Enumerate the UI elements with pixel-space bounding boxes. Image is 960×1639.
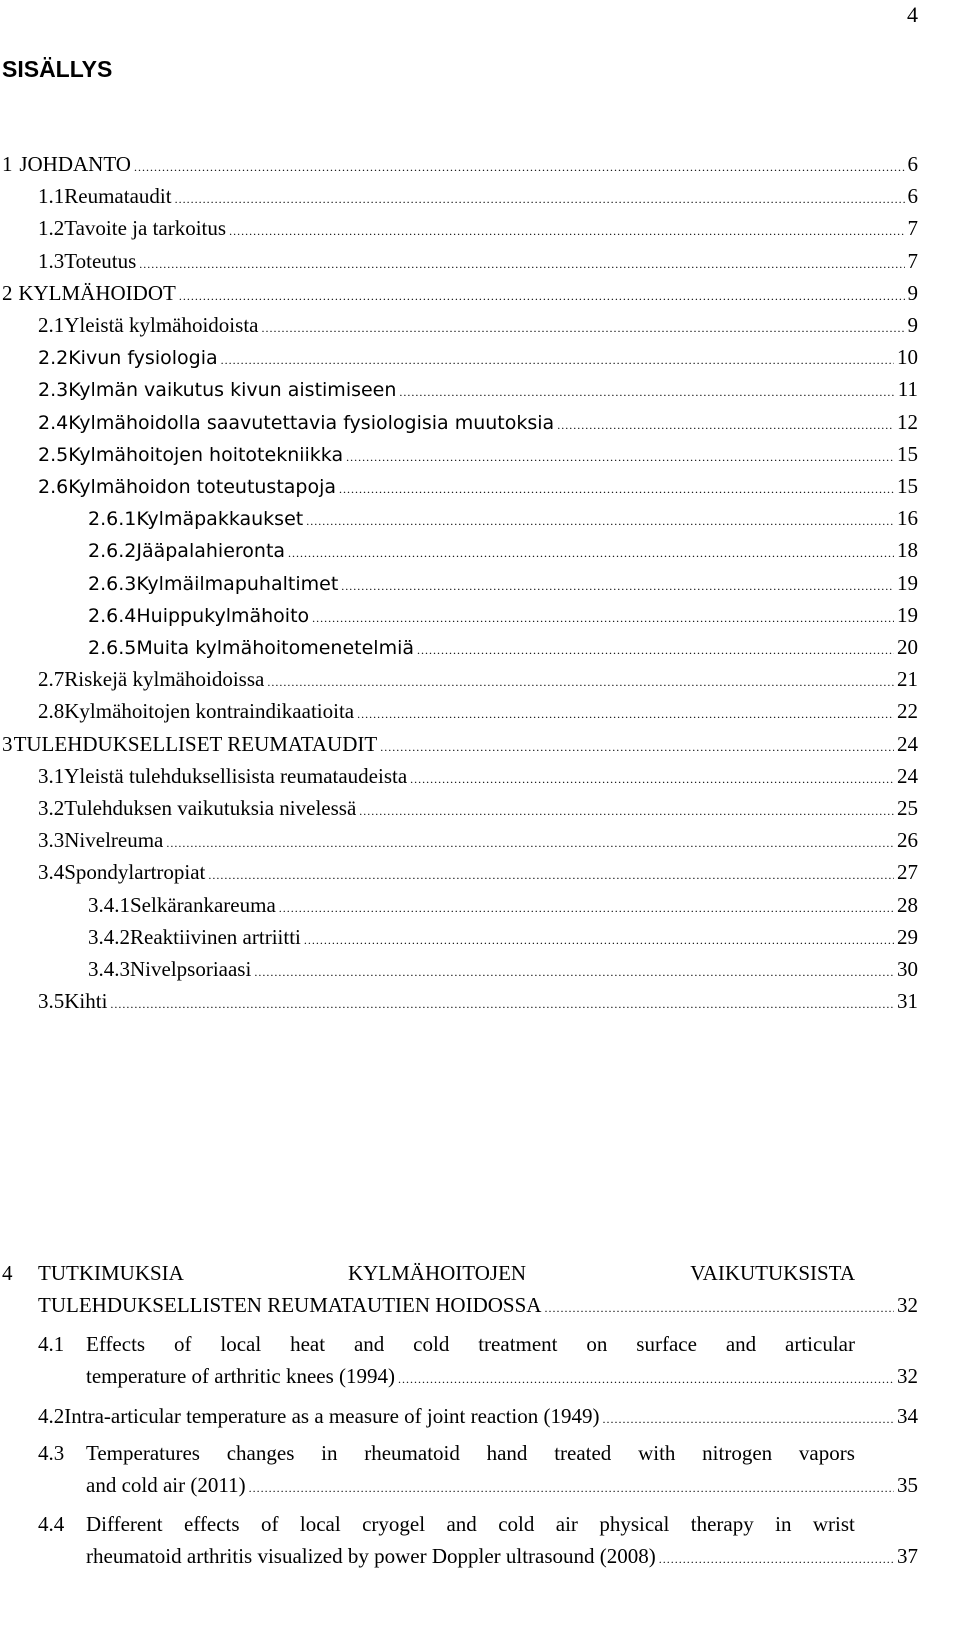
entry-number: 3.4.2 [88, 924, 130, 949]
leader-dots [359, 795, 894, 827]
entry-word: of [173, 1332, 192, 1356]
entry-word: rheumatoid [364, 1441, 460, 1465]
leader-dots [346, 441, 894, 473]
toc-entry[interactable] [38, 341, 918, 373]
entry-label: Kylmähoidon toteutustapoja [68, 476, 337, 498]
entry-label-line1 [86, 1508, 855, 1540]
entry-page: 32 [897, 1364, 918, 1388]
entry-word: and [725, 1332, 757, 1356]
entry-number: 2.6.3 [88, 572, 137, 595]
entry-number: 1.2 [38, 216, 65, 241]
entry-number: 2.6 [38, 476, 69, 498]
entry-word: treatment [478, 1332, 558, 1356]
leader-dots [175, 183, 905, 215]
entry-label: Muita kylmähoitomenetelmiä [136, 637, 415, 659]
entry-label-line2 [86, 1360, 918, 1395]
entry-number: 1 [2, 152, 13, 176]
entry-word: on [586, 1332, 608, 1356]
entry-page: 15 [897, 441, 918, 466]
toc-entry[interactable] [38, 212, 918, 244]
page-number: 4 [907, 2, 918, 27]
entry-number: 4.4 [38, 1512, 65, 1536]
toc-entry-wrapped[interactable] [2, 1257, 918, 1324]
entry-page: 9 [907, 280, 918, 305]
leader-dots [208, 859, 894, 891]
entry-label-line2 [86, 1540, 918, 1575]
leader-dots [417, 634, 894, 666]
entry-word: in [321, 1441, 338, 1465]
entry-label: and cold air (2011) [86, 1473, 246, 1497]
entry-number: 2.6.5 [88, 637, 137, 659]
entry-page: 25 [897, 796, 918, 820]
entry-page: 21 [897, 667, 918, 692]
entry-number: 2 [2, 280, 13, 305]
toc-title: SISÄLLYS [2, 56, 113, 82]
entry-word: local [220, 1332, 262, 1356]
entry-number: 2.7 [38, 667, 65, 692]
entry-label: Kylmäpakkaukset [136, 508, 304, 531]
leader-dots [399, 376, 894, 408]
toc-entry[interactable] [38, 373, 918, 405]
leader-dots [557, 409, 894, 441]
leader-dots [267, 666, 894, 698]
toc-entry[interactable] [38, 663, 918, 695]
entry-label-line1 [38, 1257, 855, 1289]
entry-page: 19 [897, 570, 918, 595]
toc-entry-wrapped[interactable] [38, 1508, 918, 1575]
entry-word: and [446, 1512, 477, 1536]
entry-word: treated [554, 1441, 612, 1465]
entry-label: Nivelpsoriaasi [130, 957, 252, 981]
toc-entry[interactable] [38, 180, 918, 212]
entry-label: Kylmähoidolla saavutettavia fysiologisia muutoksia [68, 411, 555, 434]
entry-word: and [353, 1332, 385, 1356]
leader-dots [339, 473, 894, 505]
toc-entry[interactable] [38, 438, 918, 470]
entry-word: surface [636, 1332, 697, 1356]
entry-number: 4.1 [38, 1332, 65, 1356]
entry-label: Yleistä kylmähoidoista [64, 313, 259, 337]
entry-label: Kylmäilmapuhaltimet [136, 572, 339, 595]
entry-label: Reaktiivinen artriitti [130, 924, 301, 949]
toc-entry[interactable] [88, 889, 918, 921]
entry-number: 2.4 [38, 411, 69, 434]
entry-page: 37 [897, 1544, 918, 1568]
entry-number: 3.1 [38, 763, 65, 788]
entry-label-line1 [86, 1328, 855, 1360]
entry-label: Intra-articular temperature as a measure of joint reaction (1949) [64, 1404, 600, 1428]
entry-number: 2.8 [38, 699, 65, 724]
toc-entry[interactable] [88, 534, 918, 566]
entry-page: 15 [897, 474, 918, 498]
entry-number: 2.1 [38, 313, 65, 337]
entry-word: articular [785, 1332, 855, 1356]
entry-page: 9 [907, 313, 918, 337]
leader-dots [603, 1403, 895, 1435]
leader-dots [398, 1363, 894, 1395]
entry-label: Tulehduksen vaikutuksia nivelessä [64, 796, 357, 820]
entry-label: Toteutus [64, 248, 137, 273]
leader-dots [229, 215, 904, 247]
leader-dots [306, 505, 894, 537]
entry-page: 26 [897, 828, 918, 853]
entry-label: Huippukylmähoito [136, 604, 310, 627]
toc-entry[interactable] [38, 760, 918, 792]
entry-label: Riskejä kylmähoidoissa [64, 667, 265, 692]
leader-dots [221, 344, 894, 376]
entry-number: 1.1 [38, 184, 65, 209]
entry-page: 24 [897, 763, 918, 788]
entry-label: Selkärankareuma [130, 892, 276, 917]
toc-entry[interactable] [38, 309, 918, 341]
entry-word: of [260, 1512, 279, 1536]
entry-word: local [299, 1512, 341, 1536]
toc-entry[interactable] [88, 921, 918, 953]
leader-dots [279, 892, 894, 924]
leader-dots [139, 248, 904, 280]
toc-entry[interactable] [38, 1400, 918, 1432]
leader-dots [166, 827, 894, 859]
entry-page: 32 [897, 1293, 918, 1317]
entry-number: 3.4.1 [88, 892, 130, 917]
toc-entry[interactable] [88, 631, 918, 663]
entry-page: 12 [897, 409, 918, 434]
entry-label-line1 [86, 1437, 855, 1469]
entry-number: 2.3 [38, 379, 69, 402]
leader-dots [312, 602, 894, 634]
toc-entry[interactable] [88, 599, 918, 631]
toc-entry[interactable] [38, 470, 918, 502]
entry-label: TULEHDUKSELLISET REUMATAUDIT [13, 731, 378, 756]
entry-number: 1.3 [38, 248, 65, 273]
toc-entry[interactable] [38, 824, 918, 856]
entry-page: 11 [897, 377, 918, 402]
entry-word: VAIKUTUKSISTA [690, 1261, 855, 1285]
entry-number: 4.3 [38, 1441, 65, 1465]
entry-word: cryogel [362, 1512, 426, 1536]
entry-number: 3.4.3 [88, 957, 130, 981]
entry-number: 2.5 [38, 443, 69, 466]
entry-label: Nivelreuma [64, 828, 164, 853]
entry-page: 27 [897, 860, 918, 885]
entry-label: temperature of arthritic knees (1994) [86, 1364, 396, 1388]
entry-number: 2.6.2 [88, 540, 137, 563]
entry-number: 4.2 [38, 1404, 65, 1428]
leader-dots [357, 698, 894, 730]
toc-entry-wrapped[interactable] [38, 1328, 918, 1395]
entry-page: 7 [907, 248, 918, 273]
entry-word: KYLMÄHOITOJEN [347, 1261, 527, 1285]
leader-dots [659, 1543, 894, 1575]
entry-word: wrist [812, 1512, 855, 1536]
entry-word: cold [413, 1332, 450, 1356]
entry-page: 18 [897, 538, 918, 563]
leader-dots [254, 956, 894, 988]
leader-dots [261, 312, 904, 344]
leader-dots [410, 763, 894, 795]
entry-label: rheumatoid arthritis visualized by power Doppler ultrasound (2008) [86, 1544, 656, 1568]
entry-word: changes [226, 1441, 295, 1465]
entry-word: with [638, 1441, 676, 1465]
entry-label: Kylmähoitojen hoitotekniikka [68, 443, 344, 466]
entry-page: 16 [897, 506, 918, 531]
entry-number: 3 [2, 731, 13, 756]
toc-entry[interactable] [2, 277, 918, 309]
toc-entry[interactable] [38, 695, 918, 727]
toc-entry[interactable] [88, 953, 918, 985]
entry-label-line2 [38, 1289, 918, 1324]
entry-word: Effects [86, 1332, 146, 1356]
leader-dots [304, 924, 894, 956]
entry-label: Kihti [64, 989, 108, 1014]
entry-word: in [775, 1512, 792, 1536]
entry-label: Reumataudit [64, 184, 172, 209]
toc-entry[interactable] [2, 148, 918, 180]
leader-dots [341, 570, 894, 602]
entry-page: 24 [897, 731, 918, 756]
entry-number: 2.6.4 [88, 604, 137, 627]
leader-dots [134, 151, 905, 183]
leader-dots [179, 280, 905, 312]
toc-entry[interactable] [88, 567, 918, 599]
leader-dots [544, 1292, 894, 1324]
entry-word: Temperatures [86, 1441, 200, 1465]
entry-word: effects [183, 1512, 240, 1536]
entry-page: 6 [907, 152, 918, 176]
entry-number: 4 [2, 1261, 13, 1285]
toc-entry[interactable] [38, 985, 918, 1017]
entry-page: 28 [897, 892, 918, 917]
entry-page: 22 [897, 699, 918, 724]
leader-dots [380, 731, 894, 763]
entry-label: Kivun fysiologia [68, 347, 218, 370]
entry-number: 3.3 [38, 828, 65, 853]
leader-dots [110, 988, 894, 1020]
toc-entry[interactable] [38, 792, 918, 824]
entry-page: 35 [897, 1473, 918, 1497]
entry-word: air [555, 1512, 578, 1536]
leader-dots [249, 1472, 894, 1504]
entry-word: vapors [798, 1441, 855, 1465]
entry-label: JOHDANTO [19, 152, 131, 176]
entry-label: TULEHDUKSELLISTEN REUMATAUTIEN HOIDOSSA [38, 1293, 542, 1317]
entry-label: Spondylartropiat [64, 860, 206, 885]
entry-page: 30 [897, 957, 918, 981]
entry-page: 31 [897, 989, 918, 1014]
entry-word: heat [290, 1332, 326, 1356]
entry-word: physical [599, 1512, 670, 1536]
entry-page: 6 [907, 184, 918, 209]
entry-label: Kylmän vaikutus kivun aistimiseen [68, 379, 397, 402]
entry-page: 7 [907, 216, 918, 241]
toc-entry[interactable] [38, 245, 918, 277]
entry-label: Tavoite ja tarkoitus [64, 216, 227, 241]
toc-entry[interactable] [88, 502, 918, 534]
entry-label: Jääpalahieronta [136, 540, 286, 563]
toc-entry[interactable] [38, 406, 918, 438]
entry-page: 20 [897, 635, 918, 659]
entry-page: 29 [897, 924, 918, 949]
toc-entry[interactable] [38, 856, 918, 888]
entry-number: 3.4 [38, 860, 65, 885]
entry-word: TUTKIMUKSIA [38, 1261, 184, 1285]
toc-entry[interactable] [2, 728, 918, 760]
entry-label: Yleistä tulehduksellisista reumataudeista [64, 763, 408, 788]
entry-word: cold [498, 1512, 535, 1536]
entry-page: 34 [897, 1404, 918, 1428]
entry-word: hand [486, 1441, 528, 1465]
entry-number: 3.5 [38, 989, 65, 1014]
entry-label: KYLMÄHOIDOT [18, 280, 176, 305]
entry-label: Kylmähoitojen kontraindikaatioita [64, 699, 355, 724]
entry-page: 10 [897, 345, 918, 370]
entry-word: Different [86, 1512, 163, 1536]
entry-word: nitrogen [702, 1441, 773, 1465]
entry-number: 2.6.1 [88, 508, 137, 531]
entry-number: 3.2 [38, 796, 65, 820]
entry-word: therapy [690, 1512, 754, 1536]
entry-label-line2 [86, 1469, 918, 1504]
entry-number: 2.2 [38, 347, 69, 370]
entry-page: 19 [897, 602, 918, 627]
leader-dots [288, 537, 894, 569]
toc-entry-wrapped[interactable] [38, 1437, 918, 1504]
